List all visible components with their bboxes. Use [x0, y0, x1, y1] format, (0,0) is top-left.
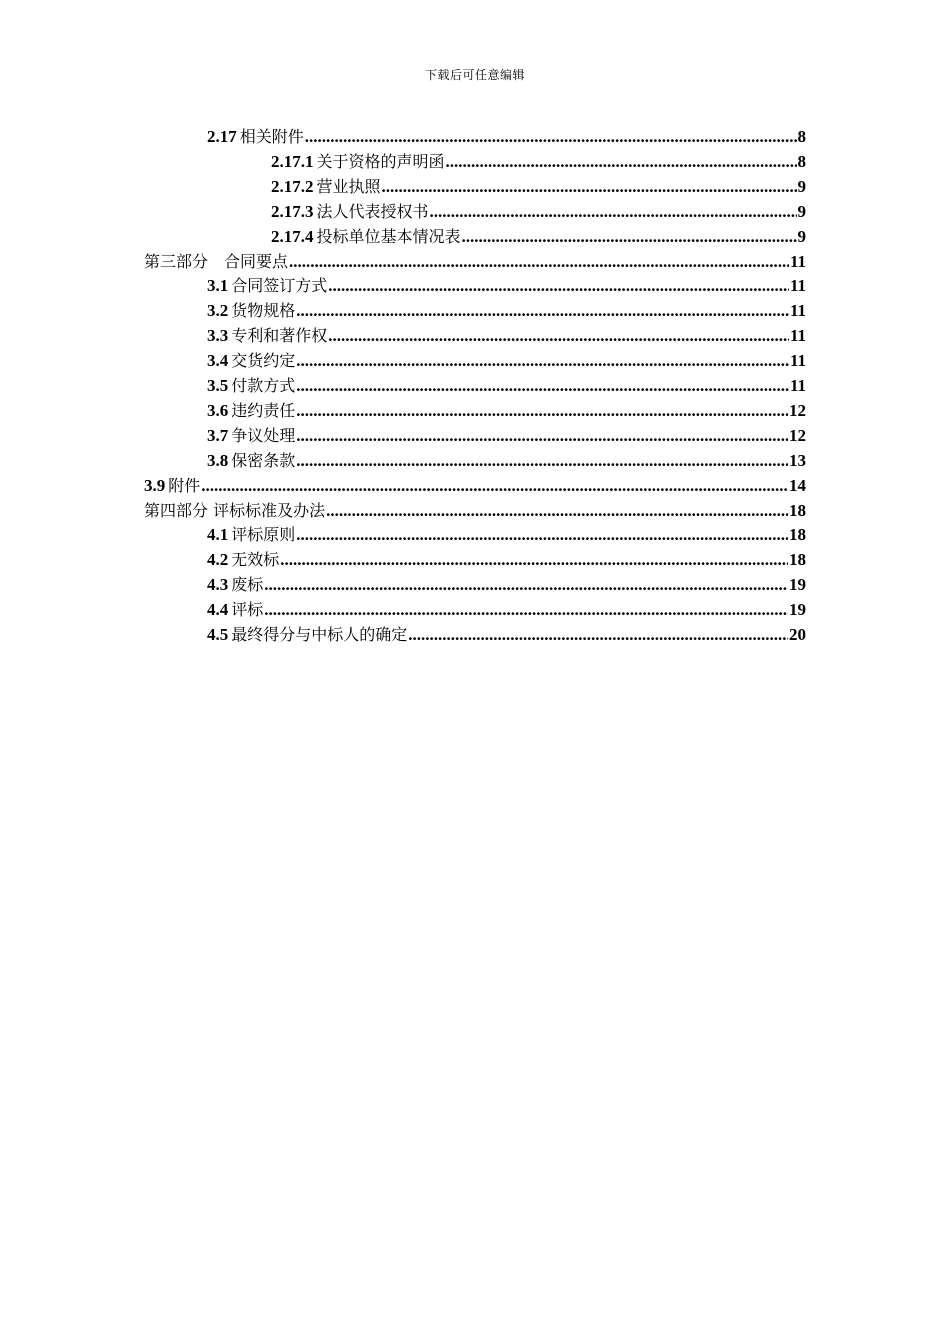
- toc-entry[interactable]: [271, 174, 806, 199]
- toc-dot-leader: [326, 498, 788, 523]
- toc-entry-number: 2.17.1: [271, 151, 314, 171]
- toc-entry[interactable]: [207, 124, 806, 149]
- toc-entry-number: 4.5: [207, 625, 229, 644]
- toc-entry[interactable]: [207, 348, 806, 373]
- toc-entry-page: 12: [789, 400, 806, 420]
- toc-entry-page: 20: [789, 625, 806, 644]
- toc-dot-leader: [296, 448, 788, 473]
- toc-entry-label: 第三部分 合同要点: [144, 251, 289, 271]
- toc-entry-label: 交货约定: [231, 351, 296, 371]
- page-header-note: 下载后可任意编辑: [424, 68, 525, 82]
- toc-entry-label: 废标: [231, 575, 264, 595]
- toc-entry[interactable]: [271, 224, 806, 249]
- toc-entry-label: 营业执照: [316, 176, 381, 196]
- toc-entry[interactable]: [207, 448, 806, 473]
- toc-entry-page: 9: [797, 226, 806, 246]
- toc-dot-leader: [296, 298, 789, 323]
- toc-entry-label: 相关附件: [239, 127, 304, 146]
- toc-entry-label: 违约责任: [231, 400, 296, 420]
- toc-entry-number: 3.9: [144, 475, 166, 495]
- toc-entry-page: 8: [797, 151, 806, 171]
- toc-entry-page: 11: [789, 276, 806, 296]
- toc-dot-leader: [296, 398, 788, 423]
- toc-entry-page: 12: [789, 425, 806, 445]
- toc-entry-page: 14: [789, 475, 806, 495]
- toc-entry[interactable]: [207, 423, 806, 448]
- toc-entry[interactable]: [207, 622, 806, 647]
- toc-entry[interactable]: [271, 199, 806, 224]
- toc-entry-page: 8: [797, 127, 806, 146]
- toc-dot-leader: [430, 199, 797, 224]
- toc-entry[interactable]: [207, 298, 806, 323]
- toc-dot-leader: [280, 547, 788, 572]
- toc-dot-leader: [296, 348, 789, 373]
- toc-entry-page: 19: [789, 600, 806, 620]
- toc-entry-page: 18: [789, 525, 806, 545]
- toc-entry-page: 11: [789, 301, 806, 321]
- toc-entry-number: 2.17.2: [271, 176, 314, 196]
- toc-entry-page: 19: [789, 575, 806, 595]
- toc-entry-number: 3.1: [207, 276, 229, 296]
- toc-entry-number: 4.4: [207, 600, 229, 620]
- toc-dot-leader: [296, 522, 788, 547]
- toc-entry-label: 争议处理: [231, 425, 296, 445]
- toc-entry-label: 投标单位基本情况表: [316, 226, 461, 246]
- toc-entry-number: 3.5: [207, 376, 229, 395]
- toc-entry[interactable]: [207, 522, 806, 547]
- toc-entry-label: 保密条款: [231, 450, 296, 470]
- toc-dot-leader: [408, 622, 788, 647]
- toc-dot-leader: [305, 124, 797, 149]
- toc-entry-number: 3.8: [207, 450, 229, 470]
- toc-entry-number: 3.7: [207, 425, 229, 445]
- toc-entry-label: 第四部分 评标标准及办法: [144, 500, 326, 520]
- toc-dot-leader: [201, 473, 788, 498]
- toc-entry[interactable]: [207, 323, 806, 348]
- toc-entry-label: 付款方式: [231, 376, 296, 395]
- toc-entry[interactable]: [207, 273, 806, 298]
- toc-entry-label: 附件: [168, 475, 201, 495]
- toc-entry-number: 3.6: [207, 400, 229, 420]
- toc-entry-page: 11: [789, 351, 806, 371]
- toc-entry-label: 评标原则: [231, 525, 296, 545]
- toc-entry[interactable]: [144, 249, 806, 274]
- toc-entry[interactable]: [207, 547, 806, 572]
- toc-entry-label: 专利和著作权: [231, 326, 328, 346]
- toc-entry[interactable]: [207, 597, 806, 622]
- toc-entry-label: 合同签订方式: [231, 276, 328, 296]
- toc-entry-number: 2.17.3: [271, 201, 314, 221]
- toc-entry-page: 11: [789, 251, 806, 271]
- toc-dot-leader: [462, 224, 797, 249]
- toc-entry-number: 4.3: [207, 575, 229, 595]
- toc-entry[interactable]: [207, 373, 806, 398]
- toc-entry-page: 13: [789, 450, 806, 470]
- toc-entry[interactable]: [207, 398, 806, 423]
- toc-entry-label: 评标: [231, 600, 264, 620]
- toc-dot-leader: [264, 572, 788, 597]
- toc-entry-label: 法人代表授权书: [316, 201, 429, 221]
- toc-entry-page: 18: [789, 550, 806, 570]
- toc-entry-label: 无效标: [231, 550, 280, 570]
- toc-entry-page: 18: [789, 500, 806, 520]
- toc-entry-label: 关于资格的声明函: [316, 151, 445, 171]
- toc-entry-number: 4.2: [207, 550, 229, 570]
- toc-entry-page: 9: [797, 176, 806, 196]
- toc-dot-leader: [328, 323, 789, 348]
- toc-entry-number: 3.3: [207, 326, 229, 346]
- toc-entry-page: 11: [789, 326, 806, 346]
- toc-dot-leader: [328, 273, 789, 298]
- toc-entry[interactable]: [271, 149, 806, 174]
- toc-entry-number: 3.2: [207, 301, 229, 321]
- toc-entry[interactable]: [144, 473, 806, 498]
- toc-entry[interactable]: [207, 572, 806, 597]
- toc-entry[interactable]: [144, 498, 806, 523]
- toc-entry-label: 最终得分与中标人的确定: [231, 625, 408, 644]
- toc-entry-label: 货物规格: [231, 301, 296, 321]
- toc-entry-number: 2.17: [207, 127, 237, 146]
- toc-entry-number: 4.1: [207, 525, 229, 545]
- toc-entry-page: 11: [789, 376, 806, 395]
- toc-entry-number: 3.4: [207, 351, 229, 371]
- toc-dot-leader: [296, 423, 788, 448]
- toc-dot-leader: [296, 373, 789, 398]
- toc-dot-leader: [289, 249, 789, 274]
- toc-dot-leader: [264, 597, 788, 622]
- toc-entry-page: 9: [797, 201, 806, 221]
- toc-entry-number: 2.17.4: [271, 226, 314, 246]
- toc-dot-leader: [446, 149, 797, 174]
- toc-dot-leader: [382, 174, 797, 199]
